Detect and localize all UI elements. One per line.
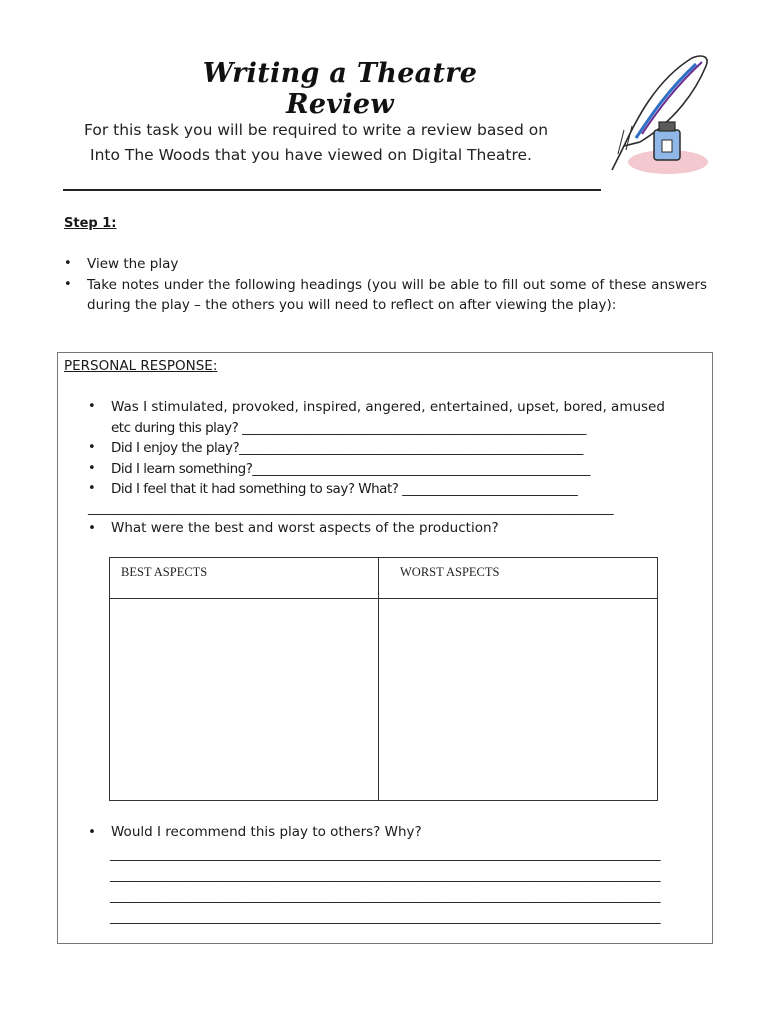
answer-line[interactable]: etc during this play? _______________________________________________________ — [111, 419, 586, 436]
list-item-text: Take notes under the following headings (you will be able to fill out some of these answers during the play – the others you will need to reflect on after viewing the play): — [87, 276, 707, 313]
bullet-icon: • — [88, 399, 96, 414]
answer-line[interactable]: ________________________________________________________________________________________ — [110, 909, 660, 925]
bullet-icon: • — [64, 276, 72, 292]
best-aspects-header: BEST ASPECTS — [121, 565, 208, 579]
question-text[interactable]: Did I learn something?______________________________________________________ — [111, 460, 590, 477]
list-item — [88, 397, 705, 418]
bullet-icon: • — [88, 520, 96, 536]
question-text: Was I stimulated, provoked, inspired, angered, entertained, upset, bored, amused — [111, 399, 665, 415]
answer-line[interactable]: ________________________________________________________________________________________ — [110, 846, 660, 862]
list-item[interactable] — [88, 459, 705, 480]
answer-line[interactable]: ________________________________________________________________________________________ — [110, 867, 660, 883]
quill-and-inkwell-icon — [606, 50, 716, 180]
worst-aspects-header: WORST ASPECTS — [400, 565, 500, 579]
list-item[interactable] — [111, 418, 705, 439]
bullet-icon: • — [64, 256, 72, 271]
bullet-icon: • — [88, 824, 96, 840]
list-item — [64, 275, 707, 316]
best-worst-question — [88, 520, 499, 536]
bullet-icon: • — [88, 460, 96, 476]
list-item — [64, 254, 707, 275]
step-1-heading: Step 1: — [64, 216, 117, 231]
answer-line[interactable]: ________________________________________________________________________________________ — [110, 888, 660, 904]
title-divider — [63, 189, 601, 191]
step-1-list — [64, 254, 707, 316]
intro-line-1: For this task you will be required to write a review based on — [84, 121, 549, 139]
intro-line-2: Into The Woods that you have viewed on Digital Theatre. — [90, 146, 532, 164]
recommend-question — [88, 824, 422, 840]
column-divider — [378, 558, 379, 800]
page-title: Writing a Theatre Review — [202, 58, 478, 120]
question-text[interactable]: Did I enjoy the play?_______________________________________________________ — [111, 440, 583, 456]
question-text[interactable]: Did I feel that it had something to say? What? ____________________________ — [111, 481, 578, 497]
list-item-text: View the play — [87, 256, 179, 272]
question-list — [88, 397, 705, 500]
answer-line[interactable]: ____________________________________________________________________________________ — [88, 500, 613, 516]
list-item[interactable] — [88, 438, 705, 459]
aspects-table — [109, 557, 658, 801]
personal-response-heading: PERSONAL RESPONSE: — [64, 358, 218, 374]
question-text: What were the best and worst aspects of the production? — [111, 520, 499, 536]
question-text: Would I recommend this play to others? Why? — [111, 824, 422, 840]
bullet-icon: • — [88, 440, 96, 455]
bullet-icon: • — [88, 481, 96, 496]
list-item[interactable] — [88, 479, 705, 500]
